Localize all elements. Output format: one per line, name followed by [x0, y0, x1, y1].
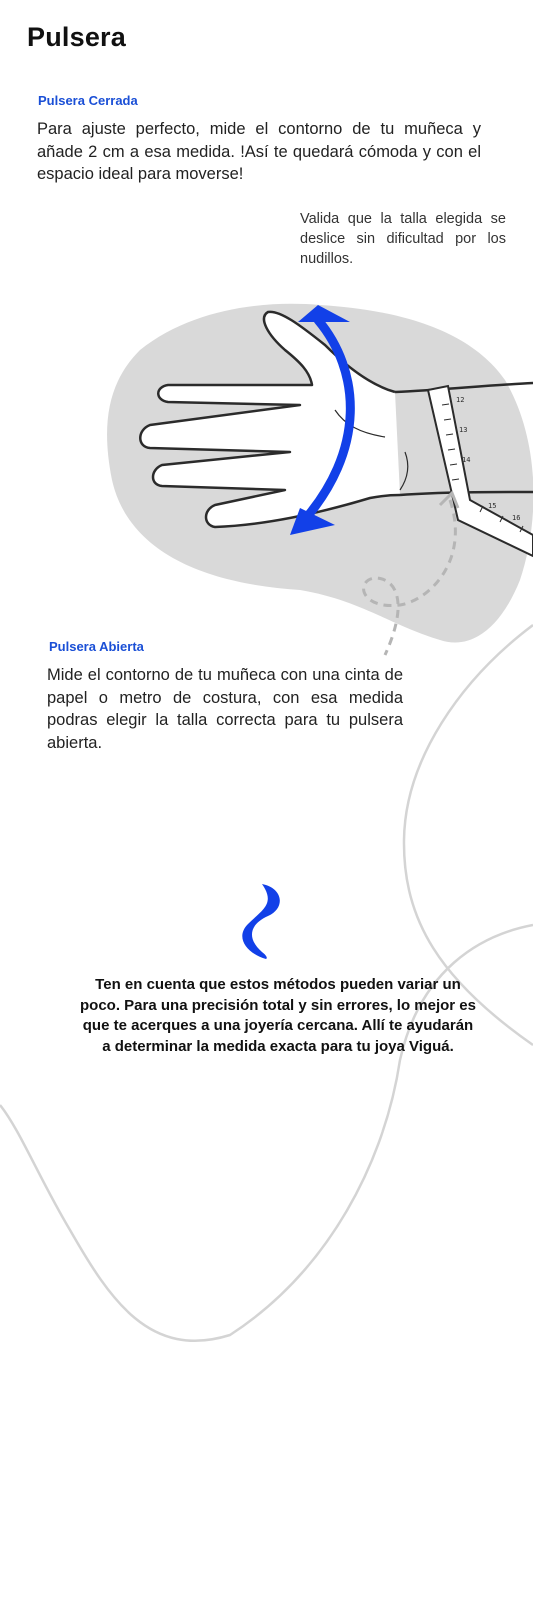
vigua-logo-icon	[228, 880, 292, 960]
disclaimer-text: Ten en cuenta que estos métodos pueden variar un poco. Para una precisión total y sin errores, lo mejor es que te acerques a una joyería cercana. Allí te ayudarán a determinar la medida exacta para tu joya Viguá.	[80, 976, 476, 1055]
tape-mark: 12	[456, 396, 465, 404]
tape-mark: 16	[512, 514, 521, 522]
tape-mark: 13	[459, 426, 468, 434]
open-bracelet-instructions: Mide el contorno de tu muñeca con una cinta de papel o metro de costura, con esa medida podras elegir la talla correcta para tu pulsera abierta.	[47, 666, 403, 752]
hand-measure-illustration	[0, 290, 533, 670]
open-bracelet-label: Pulsera Abierta	[49, 639, 144, 654]
closed-bracelet-instructions: Para ajuste perfecto, mide el contorno de tu muñeca y añade 2 cm a esa medida. !Así te quedará cómoda y con el espacio ideal para moverse!	[37, 120, 481, 183]
page-title: Pulsera	[27, 22, 126, 52]
tape-mark: 15	[488, 502, 497, 510]
closed-bracelet-label: Pulsera Cerrada	[38, 93, 138, 108]
tape-mark: 14	[462, 456, 471, 464]
knuckle-note: Valida que la talla elegida se deslice sin dificultad por los nudillos.	[300, 211, 506, 267]
